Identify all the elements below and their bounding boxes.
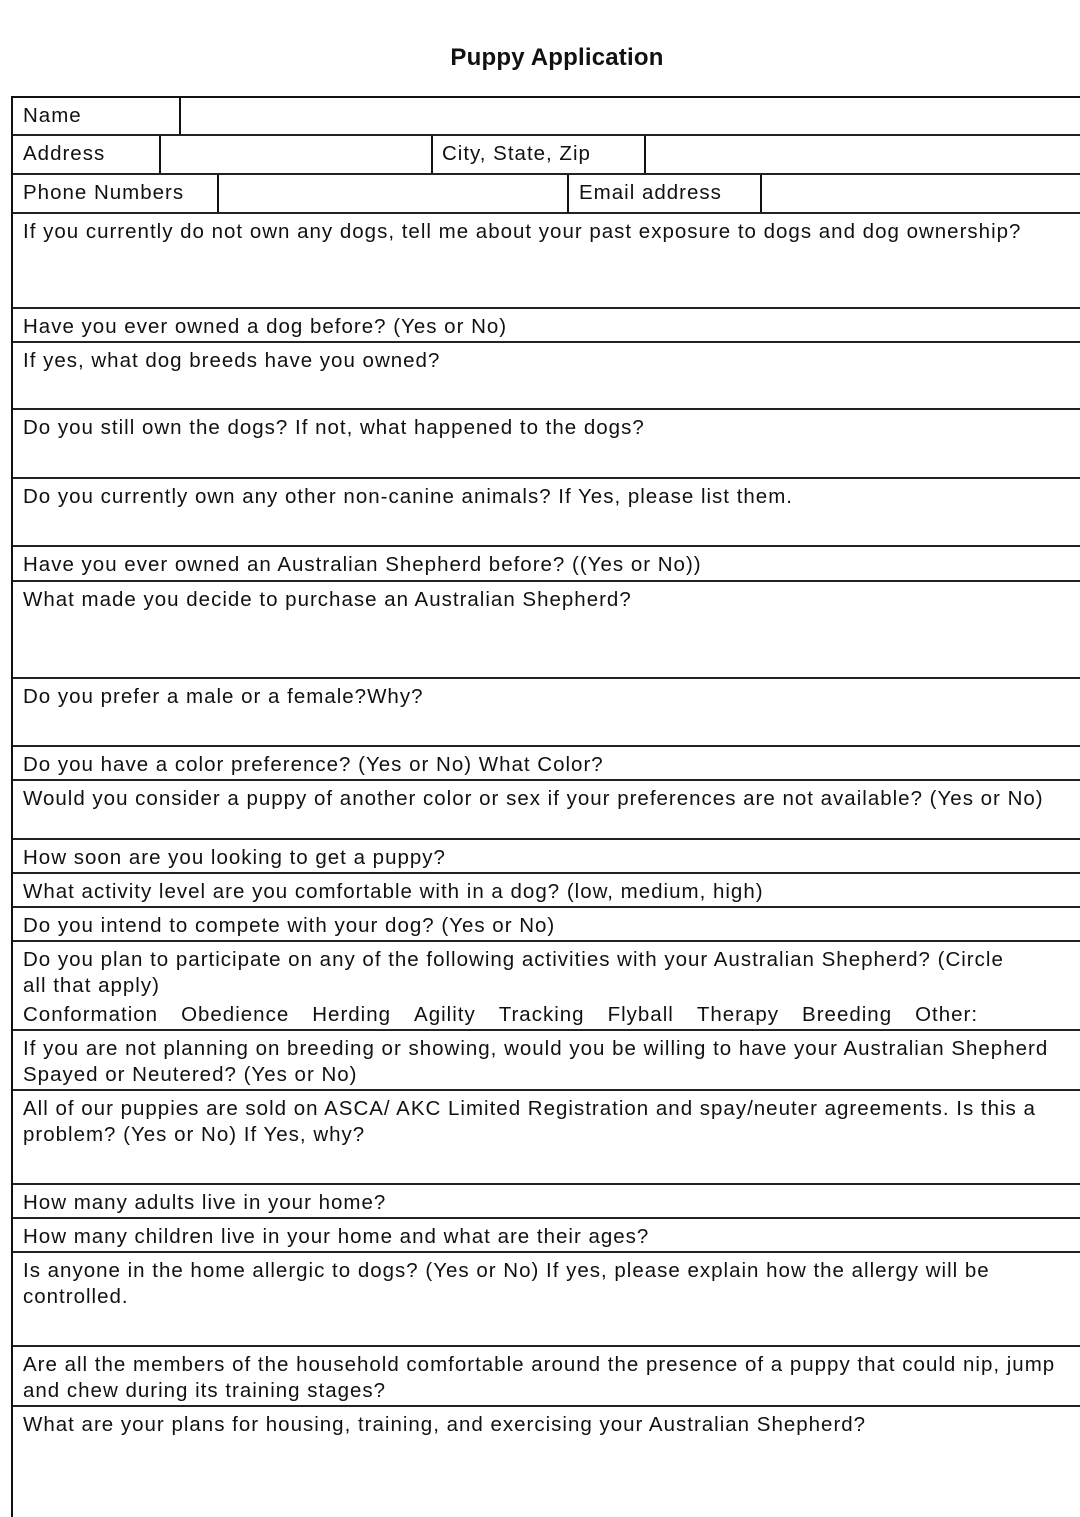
activity-conformation[interactable]: Conformation — [23, 1003, 159, 1026]
email-label: Email address — [567, 175, 760, 212]
activity-tracking[interactable]: Tracking — [498, 1003, 585, 1026]
question-past-exposure[interactable] — [13, 214, 1080, 309]
activity-herding[interactable]: Herding — [312, 1003, 392, 1026]
question-household-comfort[interactable] — [13, 1347, 1080, 1407]
question-text: If you currently do not own any dogs, tell me about your past exposure to dogs and dog ownership? — [23, 220, 1022, 243]
question-sex-preference[interactable] — [13, 679, 1080, 747]
question-still-own[interactable] — [13, 410, 1080, 479]
question-text: What made you decide to purchase an Australian Shepherd? — [23, 588, 632, 611]
city-state-zip-label: City, State, Zip — [431, 136, 644, 173]
question-text: Do you plan to participate on any of the following activities with your Australian Shepherd? (Circle all that apply) — [23, 948, 1004, 997]
application-form — [11, 96, 1080, 1517]
question-limited-registration[interactable] — [13, 1091, 1080, 1185]
activity-other[interactable]: Other: — [915, 1003, 979, 1026]
email-field[interactable] — [760, 175, 1080, 212]
city-state-zip-field[interactable] — [644, 136, 1080, 173]
question-text: Would you consider a puppy of another color or sex if your preferences are not available? (Yes or No) — [23, 787, 1044, 810]
question-text: Do you still own the dogs? If not, what happened to the dogs? — [23, 416, 645, 439]
phone-label: Phone Numbers — [23, 181, 185, 204]
question-housing-plans[interactable] — [13, 1407, 1080, 1517]
question-alternate-puppy[interactable] — [13, 781, 1080, 840]
question-owned-dog[interactable] — [13, 309, 1080, 343]
activity-flyball[interactable]: Flyball — [607, 1003, 674, 1026]
address-field[interactable] — [159, 136, 431, 173]
question-activity-level[interactable] — [13, 874, 1080, 908]
name-row — [13, 98, 1080, 136]
page-title: Puppy Application — [450, 44, 664, 71]
question-text: All of our puppies are sold on ASCA/ AKC Limited Registration and spay/neuter agreements. Is this a problem? (Yes or No) If Yes, why? — [23, 1097, 1036, 1146]
question-text: Have you ever owned an Australian Shepherd before? ((Yes or No)) — [23, 553, 702, 576]
name-label: Name — [23, 104, 82, 127]
question-text: How many children live in your home and what are their ages? — [23, 1225, 650, 1248]
question-text: If you are not planning on breeding or showing, would you be willing to have your Australian Shepherd Spayed or Neutered? (Yes or No) — [23, 1037, 1049, 1086]
sex-question: Do you prefer a male or a female? — [23, 685, 368, 708]
activity-breeding[interactable]: Breeding — [802, 1003, 893, 1026]
activity-agility[interactable]: Agility — [414, 1003, 476, 1026]
question-color-preference[interactable] — [13, 747, 1080, 781]
question-why-aussie[interactable] — [13, 582, 1080, 679]
question-text: What are your plans for housing, training, and exercising your Australian Shepherd? — [23, 1413, 867, 1436]
question-other-animals[interactable] — [13, 479, 1080, 547]
question-text: Do you currently own any other non-canine animals? If Yes, please list them. — [23, 485, 793, 508]
question-children[interactable] — [13, 1219, 1080, 1253]
question-owned-aussie[interactable] — [13, 547, 1080, 582]
question-text: Do you intend to compete with your dog? (Yes or No) — [23, 914, 556, 937]
question-adults[interactable] — [13, 1185, 1080, 1219]
question-how-soon[interactable] — [13, 840, 1080, 874]
activity-options — [13, 999, 1080, 1028]
phone-field[interactable] — [217, 175, 567, 212]
question-text: How many adults live in your home? — [23, 1191, 387, 1214]
question-text: Have you ever owned a dog before? (Yes or No) — [23, 315, 508, 338]
question-spay-neuter[interactable] — [13, 1031, 1080, 1091]
name-field[interactable] — [179, 98, 1080, 134]
question-text: How soon are you looking to get a puppy? — [23, 846, 446, 869]
question-text: Is anyone in the home allergic to dogs? (Yes or No) If yes, please explain how the allergy will be controlled. — [23, 1259, 990, 1308]
question-text: Do you have a color preference? (Yes or No) What Color? — [23, 753, 604, 776]
activity-obedience[interactable]: Obedience — [181, 1003, 290, 1026]
question-text: Are all the members of the household comfortable around the presence of a puppy that could nip, jump and chew during its training stages? — [23, 1353, 1056, 1402]
question-text: What activity level are you comfortable with in a dog? (low, medium, high) — [23, 880, 764, 903]
activity-therapy[interactable]: Therapy — [696, 1003, 780, 1026]
phone-email-row — [13, 175, 1080, 214]
question-allergies[interactable] — [13, 1253, 1080, 1347]
question-text: If yes, what dog breeds have you owned? — [23, 349, 441, 372]
question-text — [13, 679, 1080, 710]
question-compete[interactable] — [13, 908, 1080, 942]
why-label: Why? — [367, 685, 424, 708]
address-row — [13, 136, 1080, 175]
question-breeds-owned[interactable] — [13, 343, 1080, 410]
address-label: Address — [23, 142, 106, 165]
question-activities — [13, 942, 1080, 1031]
